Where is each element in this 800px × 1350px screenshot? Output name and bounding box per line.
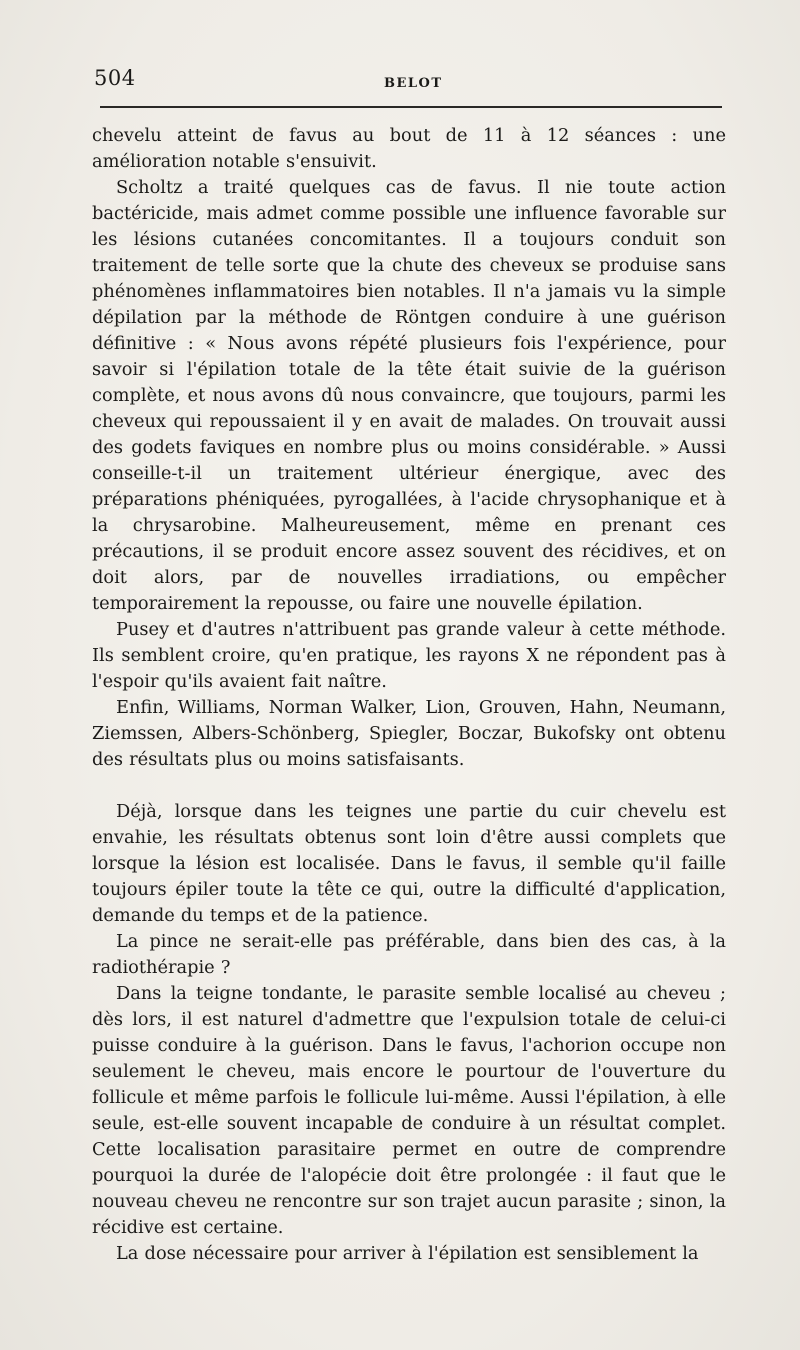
header-rule <box>100 106 722 108</box>
paragraph: Déjà, lorsque dans les teignes une partie du cuir chevelu est envahie, les résultats obtenus sont loin d'être aussi complets que lorsque la lésion est localisée. Dans le favus, il semble qu'il faille toujours épiler toute la tête ce qui, outre la difficulté d'application, demande du temps et de la patience. <box>92 801 726 926</box>
paragraph: Pusey et d'autres n'attribuent pas grande valeur à cette méthode. Ils semblent croire, qu'en pratique, les rayons X ne répondent pas à l'espoir qu'ils avaient fait naître. <box>92 619 726 692</box>
paragraph: chevelu atteint de favus au bout de 11 à 12 séances : une amélioration notable s'ensuivit. <box>92 125 726 172</box>
paragraph: Enfin, Williams, Norman Walker, Lion, Grouven, Hahn, Neumann, Ziemssen, Albers-Schönberg, Spiegler, Boczar, Bukofsky ont obtenu des résultats plus ou moins satisfaisants. <box>92 697 726 770</box>
paragraph: Dans la teigne tondante, le parasite semble localisé au cheveu ; dès lors, il est naturel d'admettre que l'expulsion totale de celui-ci puisse conduire à la guérison. Dans le favus, l'achorion occupe non seulement le cheveu, mais encore le pourtour de l'ouverture du follicule et même parfois le follicule lui-même. Aussi l'épilation, à elle seule, est-elle souvent incapable de conduire à un résultat complet. Cette localisation parasitaire permet en outre de comprendre pourquoi la durée de l'alopécie doit être prolongée : il faut que le nouveau cheveu ne rencontre sur son trajet aucun parasite ; sinon, la récidive est certaine. <box>92 983 726 1238</box>
running-head: BELOT <box>384 76 443 91</box>
page-header <box>94 66 722 96</box>
body-text <box>92 123 726 1267</box>
paragraph: Scholtz a traité quelques cas de favus. Il nie toute action bactéricide, mais admet comme possible une influence favorable sur les lésions cutanées concomitantes. Il a toujours conduit son traitement de telle sorte que la chute des cheveux se produise sans phénomènes inflammatoires bien notables. Il n'a jamais vu la simple dépilation par la méthode de Röntgen conduire à une guérison définitive : « Nous avons répété plusieurs fois l'expérience, pour savoir si l'épilation totale de la tête était suivie de la guérison complète, et nous avons dû nous convaincre, que toujours, parmi les cheveux qui repoussaient il y en avait de malades. On trouvait aussi des godets faviques en nombre plus ou moins considérable. » Aussi conseille-t-il un traitement ultérieur énergique, avec des préparations phéniquées, pyrogallées, à l'acide chrysophanique et à la chrysarobine. Malheureusement, même en prenant ces précautions, il se produit encore assez souvent des récidives, et on doit alors, par de nouvelles irradiations, ou empêcher temporairement la repousse, ou faire une nouvelle épilation. <box>92 177 726 614</box>
text-section-1 <box>92 123 726 773</box>
paragraph: La pince ne serait-elle pas préférable, dans bien des cas, à la radiothérapie ? <box>92 931 726 978</box>
text-section-2 <box>92 799 726 1267</box>
page-number: 504 <box>94 66 136 90</box>
paragraph: La dose nécessaire pour arriver à l'épilation est sensiblement la <box>116 1243 699 1264</box>
